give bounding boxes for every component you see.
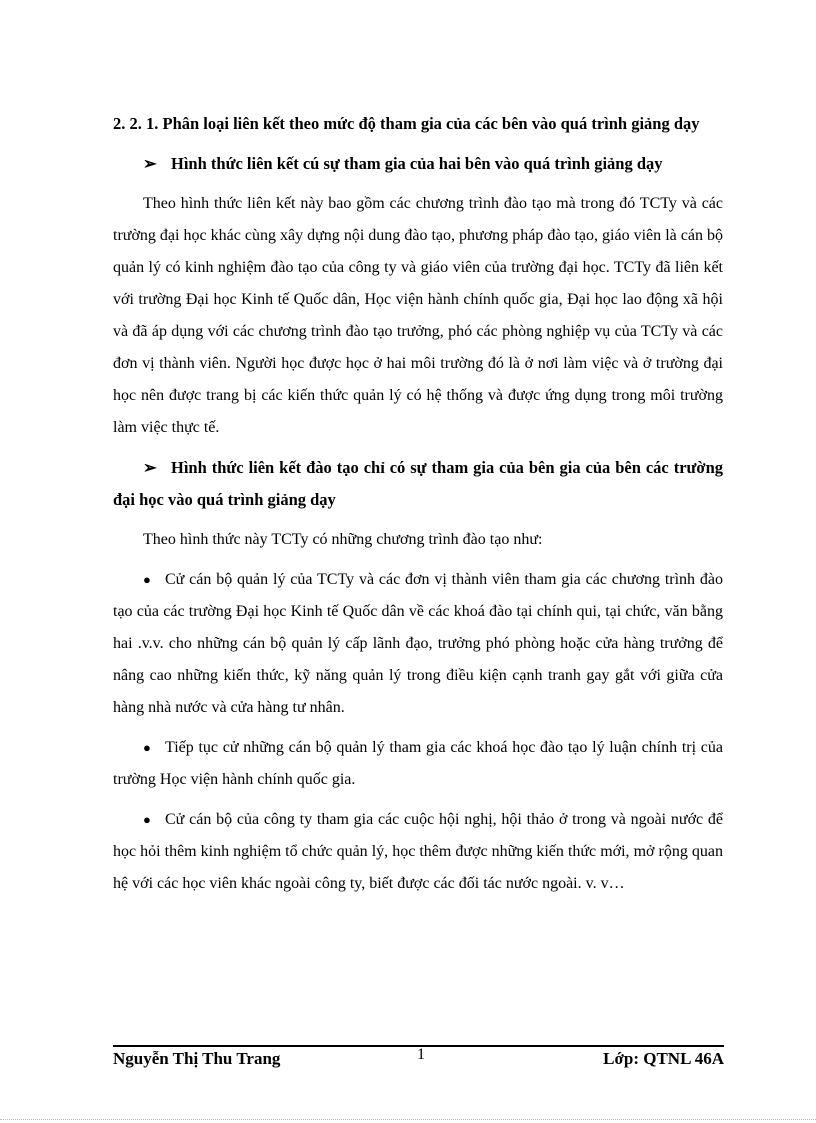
bullet-dot-icon: ●: [143, 572, 151, 587]
footer-class-label: Lớp: QTNL 46A: [603, 1049, 724, 1068]
bullet-dot-icon: ●: [143, 740, 151, 755]
section-heading: 2. 2. 1. Phân loại liên kết theo mức độ tham gia của các bên vào quá trình giảng dạy: [113, 114, 700, 133]
page-footer: [113, 1046, 724, 1077]
bullet-dot-icon: ●: [143, 812, 151, 827]
list-item-text: Cử cán bộ quản lý của TCTy và các đơn vị thành viên tham gia các chương trình đào tạo của các trường Đại học Kinh tế Quốc dân về các khoá đào tại chính qui, tại chức, văn bằng hai .v.v. cho những cán bộ quản lý cấp lãnh đạo, trưởng phó phòng hoặc cửa hàng trưởng để nâng cao những kiến thức, kỹ năng quản lý trong điều kiện cạnh tranh gay gắt với giữa cửa hàng nhà nước và cửa hàng tư nhân.: [113, 571, 723, 716]
list-item: [113, 804, 723, 900]
arrow-bullet-icon: ➢: [143, 458, 157, 477]
list-item: [113, 564, 723, 724]
intro-paragraph: Theo hình thức này TCTy có những chương trình đào tạo như:: [143, 531, 543, 548]
subheading-joint-teaching-text: Hình thức liên kết cú sự tham gia của hai bên vào quá trình giảng dạy: [171, 154, 663, 173]
subheading-joint-teaching: [113, 148, 723, 180]
footer-author: Nguyễn Thị Thu Trang: [113, 1049, 281, 1068]
subheading-university-only-text: Hình thức liên kết đào tạo chỉ có sự tham gia của bên gia của bên các trường đại học vào quá trình giảng dạy: [113, 458, 723, 509]
list-item-text: Tiếp tục cử những cán bộ quản lý tham gia các khoá học đào tạo lý luận chính trị của trường Học viện hành chính quốc gia.: [113, 739, 723, 788]
list-item: [113, 732, 723, 796]
page-content: [113, 108, 723, 908]
footer-page-number: 1: [417, 1046, 425, 1063]
page-bottom-border: [0, 1119, 816, 1120]
subheading-university-only: [113, 452, 723, 516]
list-item-text: Cử cán bộ của công ty tham gia các cuộc hội nghị, hội thảo ở trong và ngoài nước để học hỏi thêm kinh nghiệm tổ chức quản lý, học thêm được những kiến thức mới, mở rộng quan hệ với các học viên khác ngoài công ty, biết được các đối tác nước ngoài. v. v…: [113, 811, 723, 892]
paragraph-joint-teaching: Theo hình thức liên kết này bao gồm các chương trình đào tạo mà trong đó TCTy và các trường đại học khác cùng xây dựng nội dung đào tạo, phương pháp đào tạo, giáo viên là cán bộ quản lý có kinh nghiệm đào tạo của công ty và giáo viên của trường đại học. TCTy đã liên kết với trường Đại học Kinh tế Quốc dân, Học viện hành chính quốc gia, Đại học lao động xã hội và đã áp dụng với các chương trình đào tạo trưởng, phó các phòng nghiệp vụ của TCTy và các đơn vị thành viên. Người học được học ở hai môi trường đó là ở nơi làm việc và ở trường đại học nên được trang bị các kiến thức quản lý có hệ thống và được ứng dụng trong môi trường làm việc thực tế.: [113, 195, 723, 436]
arrow-bullet-icon: ➢: [143, 154, 157, 173]
